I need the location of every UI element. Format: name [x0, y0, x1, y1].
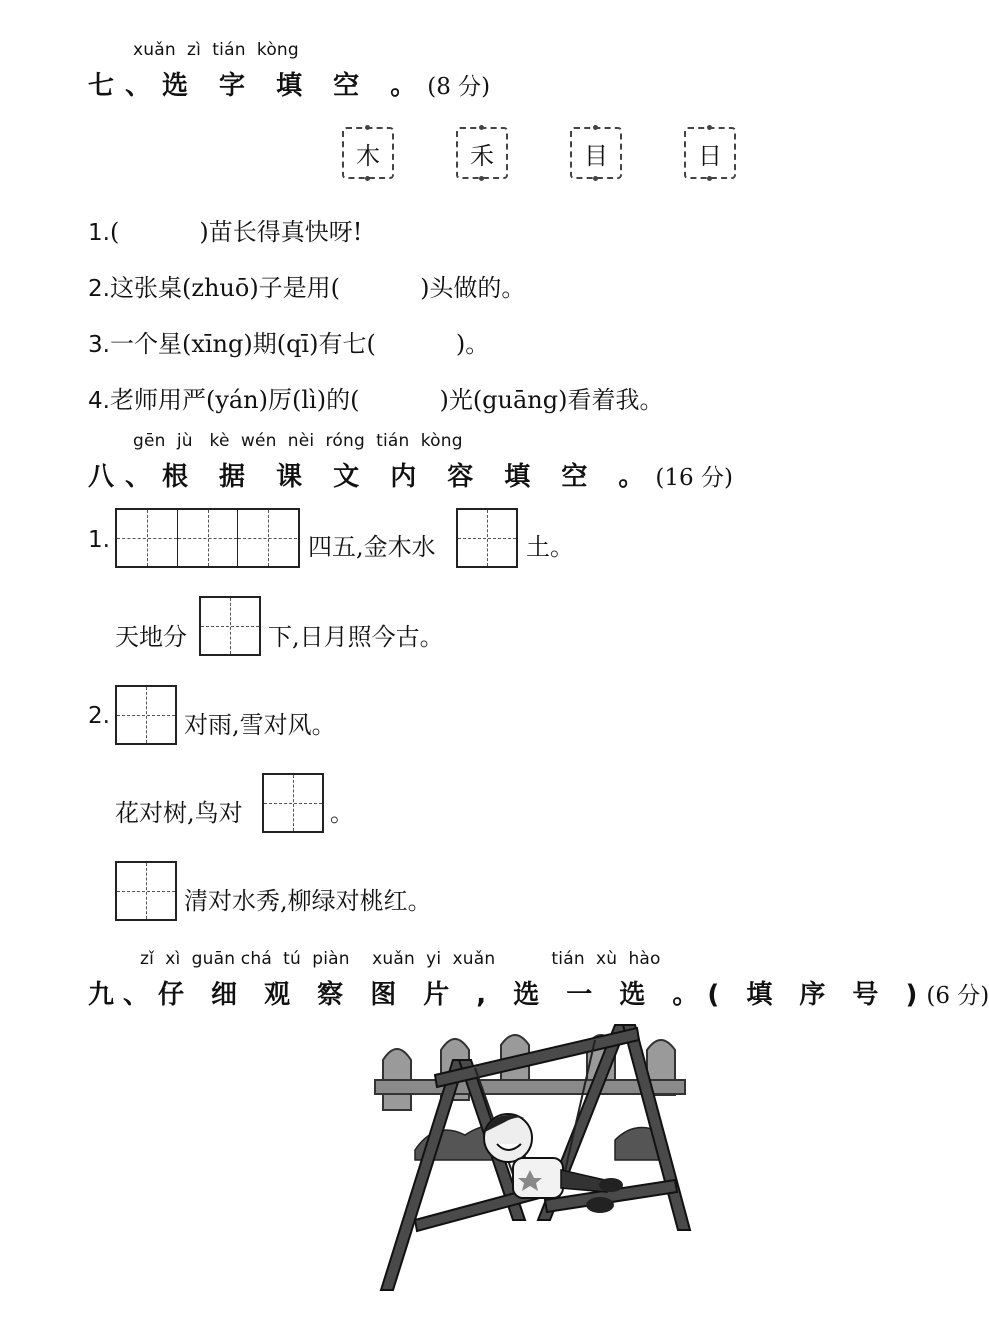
writing-grid-1[interactable]: [115, 861, 177, 921]
s7-question-3: [88, 324, 489, 359]
section7-title-text: 七、选 字 填 空 。: [88, 71, 428, 101]
s8-q1-line2-a: 天地分: [115, 623, 187, 651]
swing-illustration: [375, 1020, 700, 1305]
s8-q2-line2: 花对树,鸟对: [115, 799, 243, 827]
question-number: 3.: [88, 332, 110, 358]
writing-grid-1[interactable]: [456, 508, 518, 568]
section7-pinyin: xuǎn zì tián kòng: [133, 40, 299, 60]
question-number: 1.: [88, 220, 110, 246]
s8-q1-line2-b: 下,日月照今古。: [268, 623, 444, 651]
s8-q2-line2-end: 。: [330, 799, 354, 827]
question-text: 这张桌(zhuō)子是用(: [109, 274, 341, 302]
section8-title: [88, 456, 733, 493]
question-number: 2.: [88, 276, 110, 302]
question-text: 老师用严(yán)厉(lì)的(: [109, 386, 360, 414]
writing-grid-1[interactable]: [115, 685, 177, 745]
writing-grid-1[interactable]: [199, 596, 261, 656]
section7-score: (8 分): [427, 74, 491, 100]
question-text: )光(guāng)看着我。: [439, 386, 664, 414]
section8-title-text: 八、根 据 课 文 内 容 填 空 。: [88, 462, 656, 492]
question-text: 一个星(xīng)期(qī)有七(: [109, 330, 376, 358]
s7-question-1: [88, 212, 362, 247]
section7-title: [88, 65, 490, 102]
section8-pinyin: gēn jù kè wén nèi róng tián kòng: [133, 431, 463, 451]
question-number: 4.: [88, 388, 110, 414]
choice-box-3: 目: [570, 127, 622, 179]
section8-score: (16 分): [655, 465, 733, 491]
s8-q2-number: 2.: [88, 703, 110, 729]
writing-grid-1[interactable]: [262, 773, 324, 833]
question-text: )。: [455, 330, 490, 358]
s8-q1-text-a: 四五,金木水: [308, 533, 436, 561]
bush: [415, 1125, 665, 1160]
s7-question-4: [88, 380, 664, 415]
section9-score: (6 分): [926, 983, 989, 1009]
s7-question-2: [88, 268, 525, 303]
s8-q2-line1: 对雨,雪对风。: [184, 711, 336, 739]
s8-q2-line3: 清对水秀,柳绿对桃红。: [184, 887, 432, 915]
choice-box-1: 木: [342, 127, 394, 179]
section9-title-text: 九、仔 细 观 察 图 片 , 选 一 选 。( 填 序 号 ): [88, 980, 927, 1010]
choice-box-4: 日: [684, 127, 736, 179]
writing-grid-3[interactable]: [115, 508, 300, 568]
choice-box-2: 禾: [456, 127, 508, 179]
section9-title: [88, 974, 989, 1011]
question-text: (: [109, 218, 120, 246]
s8-q1-text-b: 土。: [526, 533, 574, 561]
section9-pinyin: zǐ xì guān chá tú piàn xuǎn yi xuǎn tián xù hào: [140, 949, 661, 969]
s8-q1-number: 1.: [88, 527, 110, 553]
question-text: )苗长得真快呀!: [199, 218, 363, 246]
question-text: )头做的。: [420, 274, 526, 302]
